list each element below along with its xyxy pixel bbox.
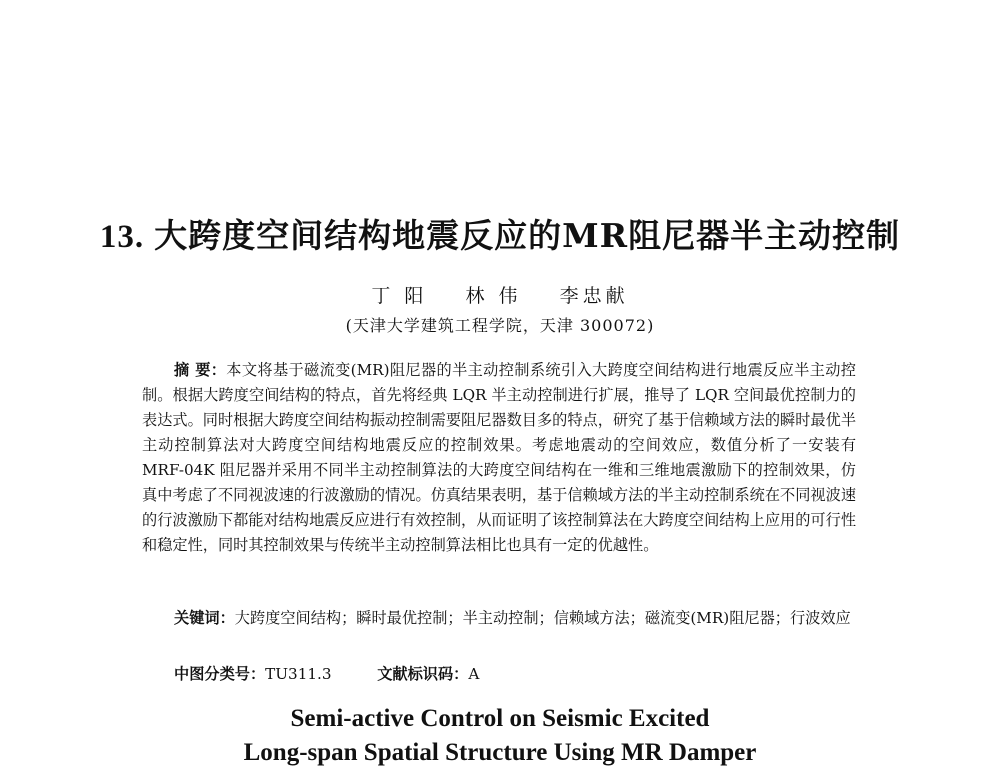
title-number: 13.	[99, 219, 145, 255]
author-name: 丁 阳	[371, 285, 428, 307]
keywords-label: 关键词：	[174, 609, 235, 627]
author-name: 李忠献	[559, 285, 629, 307]
author-name: 林 伟	[465, 285, 522, 307]
affiliation: (天津大学建筑工程学院，天津 300072)	[345, 316, 655, 335]
abstract	[142, 358, 856, 558]
abstract-text: 本文将基于磁流变(MR)阻尼器的半主动控制系统引入大跨度空间结构进行地震反应半主动控制。根据大跨度空间结构的特点，首先将经典 LQR 半主动控制进行扩展，推导了 LQR 空间最优控制力的表达式。同时根据大跨度空间结构振动控制需要阻尼器数目多的特点，研究了基于信赖域方法的瞬时最优半主动控制算法对大跨度空间结构地震反应的控制效果。考虑地震动的空间效应，数值分析了一安装有 MRF-04K 阻尼器并采用不同半主动控制算法的大跨度空间结构在一维和三维地震激励下的控制效果，仿真中考虑了不同视波速的行波激励的情况。仿真结果表明，基于信赖域方法的半主动控制系统在不同视波速的行波激励下都能对结构地震反应进行有效控制，从而证明了该控制算法在大跨度空间结构上应用的可行性和稳定性，同时其控制效果与传统半主动控制算法相比也具有一定的优越性。	[142, 361, 856, 554]
author-list	[0, 281, 1000, 308]
english-title-line: Semi-active Control on Seismic Excited	[290, 705, 710, 732]
title-text: 大跨度空间结构地震反应的MR阻尼器半主动控制	[154, 216, 901, 255]
doc-code-label: 文献标识码：	[377, 665, 469, 683]
class-label: 中图分类号：	[174, 665, 266, 683]
keywords	[142, 606, 856, 631]
classification-line	[174, 662, 479, 687]
english-title-line: Long-span Spatial Structure Using MR Damper	[243, 739, 757, 766]
abstract-label: 摘 要：	[174, 361, 227, 379]
doc-code-value: A	[468, 665, 480, 683]
keywords-text: 大跨度空间结构；瞬时最优控制；半主动控制；信赖域方法；磁流变(MR)阻尼器；行波效应	[234, 609, 851, 627]
class-value: TU311.3	[265, 665, 332, 683]
paper-title	[0, 210, 1000, 257]
